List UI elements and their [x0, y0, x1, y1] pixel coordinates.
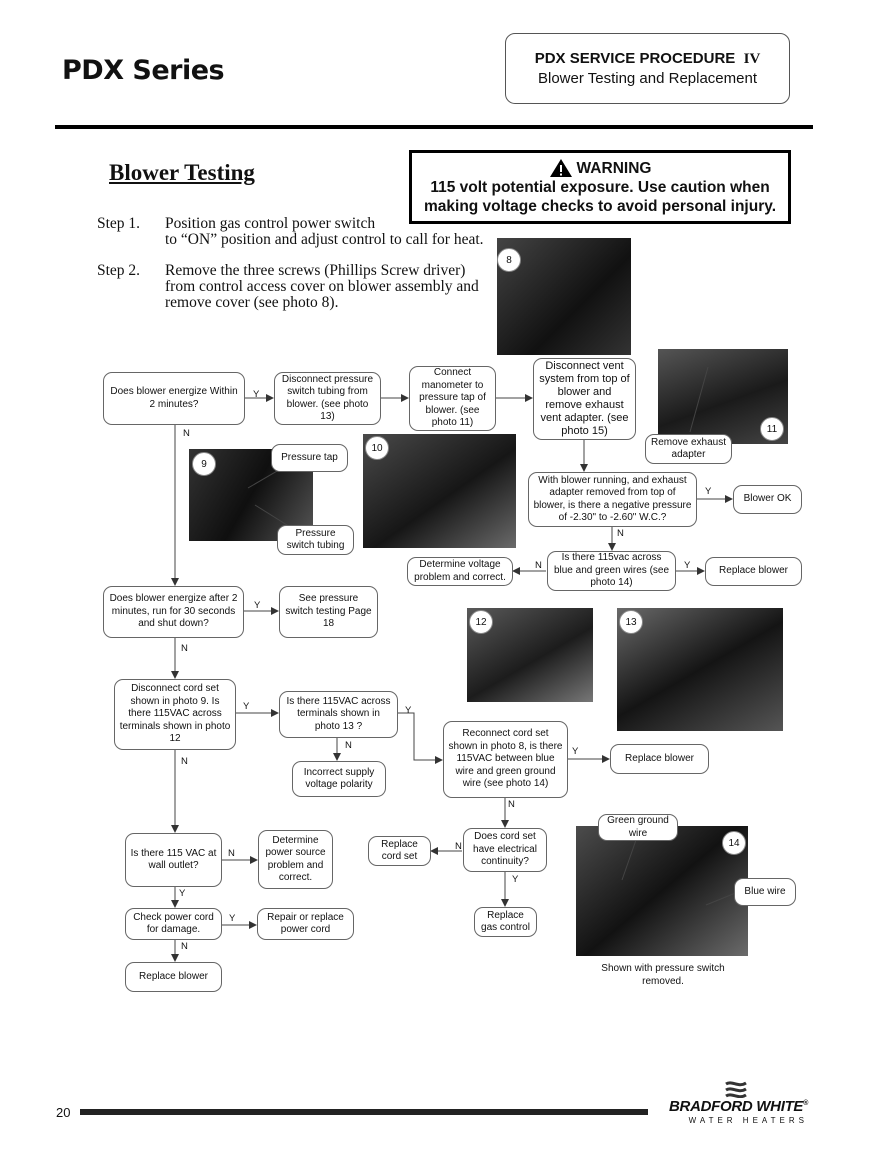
- photo-badge: 9: [192, 452, 216, 476]
- q-115vac-photo13: Is there 115VAC across terminals shown in photo 13 ?: [279, 691, 398, 738]
- connect-manometer-box: Connect manometer to pressure tap of blower. (see photo 11): [409, 366, 496, 431]
- yes-label: Y: [684, 560, 691, 571]
- pressure-tap-label: Pressure tap: [271, 444, 348, 472]
- replace-blower-box: Replace blower: [125, 962, 222, 992]
- remove-exhaust-label: Remove exhaust adapter: [645, 434, 732, 464]
- no-label: N: [535, 560, 542, 571]
- no-label: N: [455, 841, 462, 852]
- brand-logo: [658, 1080, 808, 1125]
- warning-line-1: 115 volt potential exposure. Use caution when: [430, 179, 770, 196]
- photo-badge: 12: [469, 610, 493, 634]
- page-number: 20: [56, 1105, 71, 1120]
- warning-heading: WARNING: [576, 159, 652, 177]
- series-title: PDX Series: [62, 55, 225, 86]
- no-label: N: [345, 740, 352, 751]
- green-ground-label: Green ground wire: [598, 814, 678, 841]
- step-number: Step 2.: [97, 262, 141, 279]
- section-title: Blower Testing: [109, 160, 255, 185]
- determine-power-box: Determine power source problem and correct.: [258, 830, 333, 889]
- yes-label: Y: [243, 701, 250, 712]
- footer-rule: [80, 1109, 648, 1115]
- pressure-switch-tubing-label: Pressure switch tubing: [277, 525, 354, 555]
- yes-label: Y: [229, 913, 236, 924]
- blower-ok-box: Blower OK: [733, 485, 802, 514]
- q-115vac-blue-green: Is there 115vac across blue and green wires (see photo 14): [547, 551, 676, 591]
- yes-label: Y: [705, 486, 712, 497]
- yes-label: Y: [405, 705, 412, 716]
- q-wall-outlet: Is there 115 VAC at wall outlet?: [125, 833, 222, 887]
- replace-cord-set-box: Replace cord set: [368, 836, 431, 866]
- no-label: N: [181, 756, 188, 767]
- logo-subtext: WATER HEATERS: [688, 1116, 808, 1125]
- photo-badge: 11: [760, 417, 784, 441]
- reconnect-cord-box: Reconnect cord set shown in photo 8, is there 115VAC between blue wire and green ground wire (see photo 14): [443, 721, 568, 798]
- procedure-subtitle: Blower Testing and Replacement: [537, 70, 758, 87]
- no-label: N: [183, 428, 190, 439]
- photo-badge: 8: [497, 248, 521, 272]
- determine-voltage-box: Determine voltage problem and correct.: [407, 557, 513, 586]
- yes-label: Y: [253, 389, 260, 400]
- procedure-title: PDX SERVICE PROCEDURE IV: [534, 50, 761, 67]
- step-text: Remove the three screws (Phillips Screw driver): [165, 262, 466, 279]
- replace-gas-control-box: Replace gas control: [474, 907, 537, 937]
- check-power-cord-box: Check power cord for damage.: [125, 908, 222, 940]
- disconnect-cord-box: Disconnect cord set shown in photo 9. Is there 115VAC across terminals shown in photo 12: [114, 679, 236, 750]
- no-label: N: [508, 799, 515, 810]
- logo-text: BRADFORD WHITE: [669, 1098, 804, 1115]
- step-text: remove cover (see photo 8).: [165, 294, 339, 311]
- q-cord-continuity: Does cord set have electrical continuity?: [463, 828, 547, 872]
- yes-label: Y: [254, 600, 261, 611]
- step-text: to “ON” position and adjust control to call for heat.: [165, 231, 484, 248]
- yes-label: Y: [572, 746, 579, 757]
- logo-registered: ®: [803, 1100, 808, 1107]
- disconnect-vent-box: Disconnect vent system from top of blower and remove exhaust vent adapter. (see photo 15): [533, 358, 636, 440]
- replace-blower-box: Replace blower: [705, 557, 802, 586]
- replace-blower-box: Replace blower: [610, 744, 709, 774]
- warning-line-2: making voltage checks to avoid personal injury.: [423, 198, 776, 215]
- step-number: Step 1.: [97, 215, 141, 232]
- repair-power-cord-box: Repair or replace power cord: [257, 908, 354, 940]
- yes-label: Y: [179, 888, 186, 899]
- no-label: N: [228, 848, 235, 859]
- photo-badge: 10: [365, 436, 389, 460]
- photo-14-caption: Shown with pressure switch removed.: [601, 963, 725, 987]
- photo-badge: 14: [722, 831, 746, 855]
- see-pressure-switch-box: See pressure switch testing Page 18: [279, 586, 378, 638]
- step-text: Position gas control power switch: [165, 215, 376, 232]
- no-label: N: [181, 941, 188, 952]
- step-text: from control access cover on blower assembly and: [165, 278, 479, 295]
- no-label: N: [617, 528, 624, 539]
- bradford-white-wave-icon: [724, 1080, 748, 1098]
- yes-label: Y: [512, 874, 519, 885]
- q-blower-energize-2min: Does blower energize Within 2 minutes?: [103, 372, 245, 425]
- q-blower-energize-after-2min: Does blower energize after 2 minutes, run for 30 seconds and shut down?: [103, 586, 244, 638]
- photo-badge: 13: [619, 610, 643, 634]
- q-negative-pressure: With blower running, and exhaust adapter removed from top of blower, is there a negative pressure of -2.30" to -2.60" W.C.?: [528, 472, 697, 527]
- blue-wire-label: Blue wire: [734, 878, 796, 906]
- disconnect-tubing-box: Disconnect pressure switch tubing from blower. (see photo 13): [274, 372, 381, 425]
- incorrect-polarity-box: Incorrect supply voltage polarity: [292, 761, 386, 797]
- no-label: N: [181, 643, 188, 654]
